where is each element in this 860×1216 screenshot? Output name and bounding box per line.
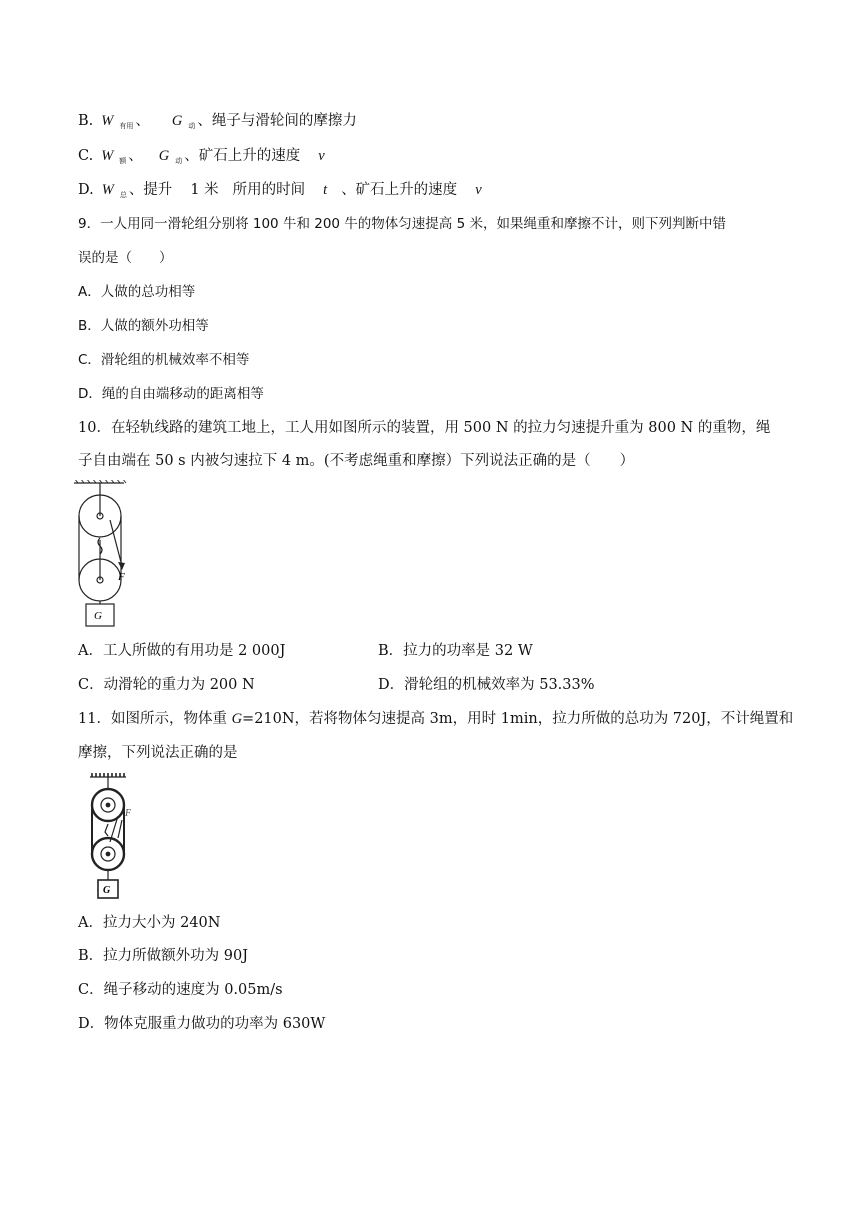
q11-stem-line-1 bbox=[78, 709, 793, 729]
rope-free-end bbox=[110, 520, 122, 566]
option-text: 、提升 bbox=[128, 182, 173, 198]
var-w: W bbox=[101, 113, 114, 129]
q9-stem-line-2: 误的是（ ） bbox=[78, 250, 173, 266]
var-v: v bbox=[475, 182, 482, 198]
q11-option-c: C．绳子移动的速度为 0.05m/s bbox=[78, 982, 283, 998]
separator: 、 bbox=[128, 148, 143, 164]
var-w: W bbox=[101, 148, 114, 164]
option-text: 所用的时间 bbox=[232, 182, 306, 198]
var-g: G bbox=[231, 711, 243, 727]
q10-stem-line-2: 子自由端在 50 s 内被匀速拉下 4 m。(不考虑绳重和摩擦）下列说法正确的是（ ） bbox=[78, 453, 635, 469]
q10-option-a: A．工人所做的有用功是 2 000J bbox=[78, 643, 286, 659]
subscript: 有用 bbox=[119, 122, 134, 130]
option-letter: B. bbox=[78, 113, 94, 129]
option-text: 、矿石上升的速度 bbox=[184, 148, 301, 164]
subscript: 动 bbox=[175, 157, 183, 165]
q11-pulley-figure bbox=[88, 772, 140, 902]
q11-option-a: A．拉力大小为 240N bbox=[78, 915, 221, 931]
option-text: 、绳子与滑轮间的摩擦力 bbox=[197, 113, 357, 129]
option-letter: D. bbox=[78, 182, 94, 198]
q11-stem-line-2: 摩擦，下列说法正确的是 bbox=[78, 745, 238, 761]
var-g: G bbox=[171, 113, 183, 129]
separator: 、 bbox=[135, 113, 150, 129]
var-w: W bbox=[101, 182, 114, 198]
q9-stem-line-1: 9．一人用同一滑轮组分别将 100 牛和 200 牛的物体匀速提高 5 米，如果绳重和摩擦不计，则下列判断中错 bbox=[78, 216, 726, 232]
stem-text: 11．如图所示，物体重 bbox=[78, 711, 232, 727]
q11-option-d: D．物体克服重力做功的功率为 630W bbox=[78, 1016, 326, 1032]
q9-option-c: C．滑轮组的机械效率不相等 bbox=[78, 352, 250, 368]
subscript: 额 bbox=[119, 157, 127, 165]
q9-option-b: B．人做的额外功相等 bbox=[78, 318, 209, 334]
q9-option-d: D．绳的自由端移动的距离相等 bbox=[78, 386, 264, 402]
var-v: v bbox=[318, 148, 325, 164]
option-letter: C. bbox=[78, 148, 94, 164]
subscript: 总 bbox=[119, 191, 127, 199]
force-label: F bbox=[125, 808, 132, 819]
force-arrow-head bbox=[118, 562, 125, 570]
rope-free-end bbox=[118, 820, 122, 838]
weight-label: G bbox=[103, 885, 111, 896]
hook bbox=[105, 824, 108, 836]
q10-option-d: D．滑轮组的机械效率为 53.33% bbox=[378, 677, 595, 693]
q11-option-b: B．拉力所做额外功为 90J bbox=[78, 948, 249, 964]
q8-option-d bbox=[78, 180, 482, 205]
stem-text: =210N，若将物体匀速提高 3m，用时 1min，拉力所做的总功为 720J，不计绳置和 bbox=[242, 711, 794, 727]
q10-stem-line-1: 10．在轻轨线路的建筑工地上，工人用如图所示的装置，用 500 N 的拉力匀速提升重为 800 N 的重物，绳 bbox=[78, 420, 771, 436]
var-t: t bbox=[323, 182, 328, 198]
var-g: G bbox=[158, 148, 170, 164]
q9-option-a: A．人做的总功相等 bbox=[78, 284, 196, 300]
option-text: 1 米 bbox=[190, 182, 219, 198]
option-text: 、矿石上升的速度 bbox=[341, 182, 458, 198]
q10-option-c: C．动滑轮的重力为 200 N bbox=[78, 677, 255, 693]
q10-option-b: B．拉力的功率是 32 W bbox=[378, 643, 533, 659]
weight-label: G bbox=[94, 610, 102, 622]
subscript: 动 bbox=[188, 122, 196, 130]
q8-option-c bbox=[78, 146, 325, 171]
q8-option-b bbox=[78, 111, 357, 136]
force-label: F bbox=[118, 571, 125, 583]
q10-pulley-figure bbox=[70, 480, 130, 630]
